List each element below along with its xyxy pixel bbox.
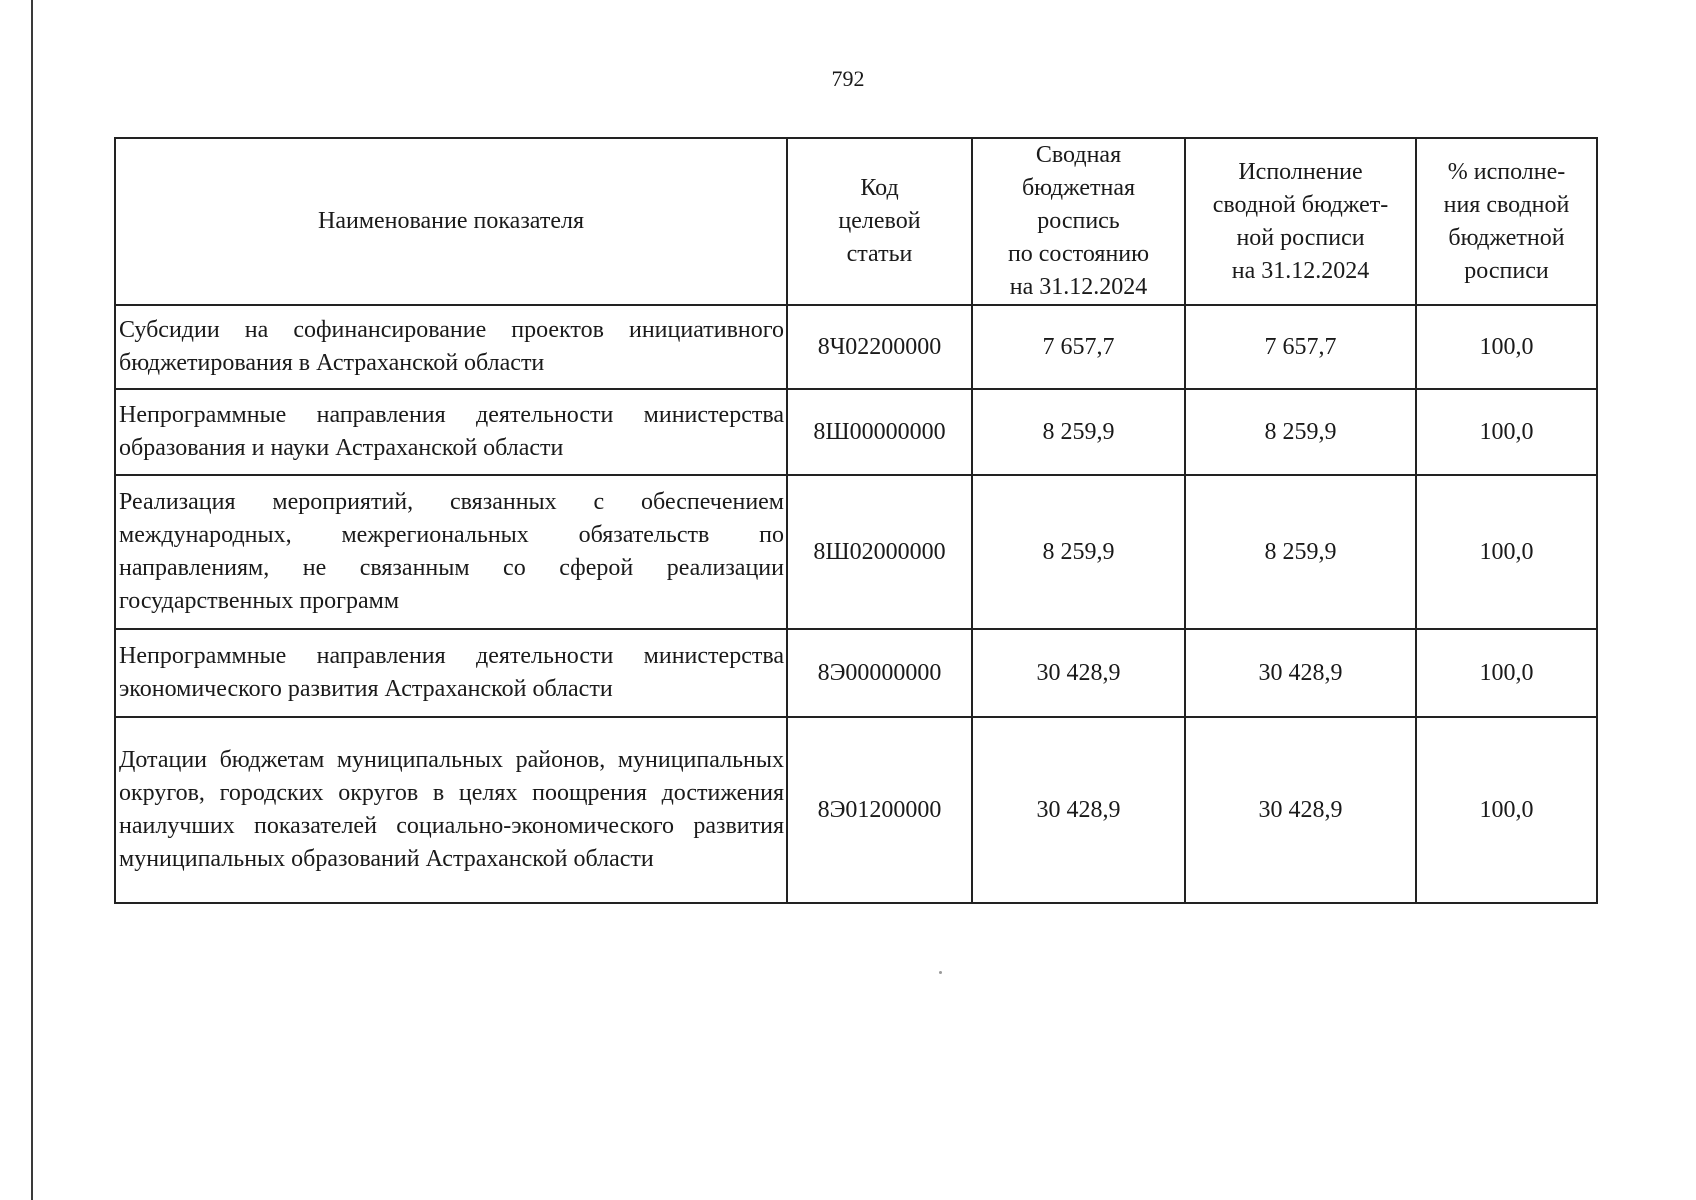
- header-line: ния сводной: [1443, 191, 1570, 218]
- execution-percent-cell: 100,0: [1416, 629, 1597, 717]
- table-row: [115, 389, 1597, 475]
- budget-execution-cell: 30 428,9: [1185, 717, 1416, 903]
- table-header-row: [115, 138, 1597, 305]
- header-line: на 31.12.2024: [1009, 274, 1148, 300]
- header-line: Сводная: [1035, 142, 1122, 168]
- header-budget-execution: [1185, 138, 1416, 305]
- budget-execution-cell: 8 259,9: [1185, 389, 1416, 475]
- scan-speck: [939, 971, 942, 974]
- execution-percent-cell: 100,0: [1416, 305, 1597, 389]
- target-code-cell: 8Э00000000: [787, 629, 972, 717]
- indicator-name-cell: Реализация мероприятий, связанных с обеспечением международных, межрегиональных обязательств по направлениям, не связанным со сферой реализации государственных программ: [115, 475, 787, 629]
- execution-percent-cell: 100,0: [1416, 717, 1597, 903]
- target-code-cell: 8Ч02200000: [787, 305, 972, 389]
- header-execution-percent: [1416, 138, 1597, 305]
- budget-execution-cell: 7 657,7: [1185, 305, 1416, 389]
- budget-plan-cell: 30 428,9: [972, 629, 1185, 717]
- execution-percent-cell: 100,0: [1416, 389, 1597, 475]
- budget-execution-cell: 30 428,9: [1185, 629, 1416, 717]
- indicator-name-cell: Непрограммные направления деятельности министерства образования и науки Астраханской области: [115, 389, 787, 475]
- budget-execution-table: [114, 137, 1598, 904]
- header-line: статьи: [846, 241, 913, 267]
- target-code-cell: 8Ш00000000: [787, 389, 972, 475]
- header-line: Исполнение: [1238, 158, 1363, 185]
- header-line: роспись: [1037, 208, 1120, 234]
- budget-plan-cell: 30 428,9: [972, 717, 1185, 903]
- budget-plan-cell: 8 259,9: [972, 389, 1185, 475]
- header-budget-plan: [972, 138, 1185, 305]
- table-row: [115, 717, 1597, 903]
- header-line: % исполне-: [1447, 158, 1566, 185]
- header-line: на 31.12.2024: [1231, 257, 1370, 284]
- header-line: Код: [860, 175, 899, 201]
- page-binding-edge: [31, 0, 33, 1200]
- budget-plan-cell: 7 657,7: [972, 305, 1185, 389]
- page-number: 792: [831, 66, 865, 91]
- indicator-name-cell: Субсидии на софинансирование проектов инициативного бюджетирования в Астраханской области: [115, 305, 787, 389]
- header-indicator-name: Наименование показателя: [115, 138, 787, 305]
- header-line: бюджетная: [1021, 175, 1136, 201]
- indicator-name-cell: Дотации бюджетам муниципальных районов, муниципальных округов, городских округов в целях поощрения достижения наилучших показателей социально-экономического развития муниципальных образований Астраханской области: [115, 717, 787, 903]
- target-code-cell: 8Э01200000: [787, 717, 972, 903]
- target-code-cell: 8Ш02000000: [787, 475, 972, 629]
- indicator-name-cell: Непрограммные направления деятельности министерства экономического развития Астраханской области: [115, 629, 787, 717]
- header-line: ной росписи: [1236, 224, 1365, 251]
- budget-execution-cell: 8 259,9: [1185, 475, 1416, 629]
- budget-plan-cell: 8 259,9: [972, 475, 1185, 629]
- header-line: сводной бюджет-: [1212, 191, 1389, 218]
- table-row: [115, 475, 1597, 629]
- table-row: [115, 629, 1597, 717]
- header-target-code: [787, 138, 972, 305]
- table-row: [115, 305, 1597, 389]
- header-line: росписи: [1464, 257, 1549, 284]
- header-line: по состоянию: [1007, 241, 1150, 267]
- execution-percent-cell: 100,0: [1416, 475, 1597, 629]
- header-line: целевой: [838, 208, 921, 234]
- header-line: бюджетной: [1448, 224, 1565, 251]
